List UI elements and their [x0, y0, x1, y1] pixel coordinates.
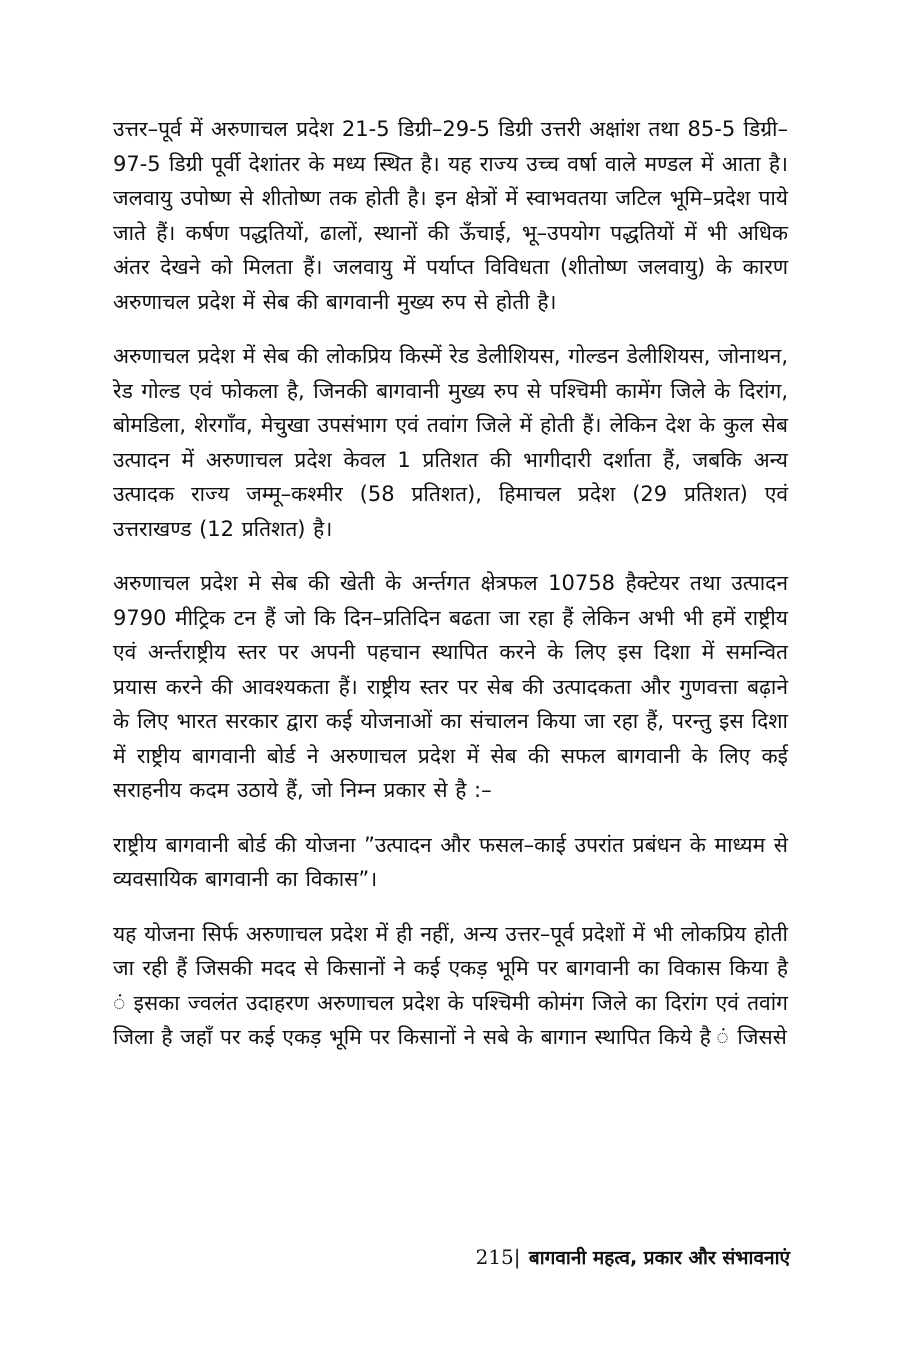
- page-footer: [476, 1244, 790, 1270]
- footer-separator: |: [513, 1245, 521, 1269]
- paragraph-production: अरुणाचल प्रदेश मे सेब की खेती के अर्न्तगत क्षेत्रफल 10758 हैक्टेयर तथा उत्पादन 9790 मीट्रिक टन हैं जो कि दिन–प्रतिदिन बढता जा रहा हैं लेकिन अभी भी हमें राष्ट्रीय एवं अर्न्तराष्ट्रीय स्तर पर अपनी पहचान स्थापित करने के लिए इस दिशा में समन्वित प्रयास करने की आवश्यकता हैं। राष्ट्रीय स्तर पर सेब की उत्पादकता और गुणवत्ता बढ़ाने के लिए भारत सरकार द्वारा कई योजनाओं का संचालन किया जा रहा हैं, परन्तु इस दिशा में राष्ट्रीय बागवानी बोर्ड ने अरुणाचल प्रदेश में सेब की सफल बागवानी के लिए कई सराहनीय कदम उठाये हैं, जो निम्न प्रकार से है :–: [113, 571, 788, 802]
- paragraph-varieties: अरुणाचल प्रदेश में सेब की लोकप्रिय किस्में रेड डेलीशियस, गोल्डन डेलीशियस, जोनाथन, रेड गोल्ड एवं फोकला है, जिनकी बागवानी मुख्य रुप से पश्चिमी कामेंग जिले के दिरांग, बोमडिला, शेरगाँव, मेचुखा उपसंभाग एवं तवांग जिले में होती हैं। लेकिन देश के कुल सेब उत्पादन में अरुणाचल प्रदेश केवल 1 प्रतिशत की भागीदारी दर्शाता हैं, जबकि अन्य उत्पादक राज्य जम्मू–कश्मीर (58 प्रतिशत), हिमाचल प्रदेश (29 प्रतिशत) एवं उत्तराखण्ड (12 प्रतिशत) है।: [113, 344, 788, 541]
- body-text: [113, 112, 788, 1075]
- paragraph-scheme: राष्ट्रीय बागवानी बोर्ड की योजना ”उत्पादन और फसल–काई उपरांत प्रबंधन के माध्यम से व्यवसायिक बागवानी का विकास”।: [113, 832, 788, 891]
- paragraph-popularity: यह योजना सिर्फ अरुणाचल प्रदेश में ही नहीं, अन्य उत्तर–पूर्व प्रदेशों में भी लोकप्रिय होती जा रही हैं जिसकी मदद से किसानों ने कई एकड़ भूमि पर बागवानी का विकास किया है ं इसका ज्वलंत उदाहरण अरुणाचल प्रदेश के पश्चिमी कोमंग जिले का दिरांग एवं तवांग जिला है जहाँ पर कई एकड़ भूमि पर किसानों ने सबे के बागान स्थापित किये है ं जिससे: [113, 921, 788, 1049]
- page-number: 215: [475, 1245, 514, 1269]
- book-title: बागवानी महत्व, प्रकार और संभावनाएं: [528, 1247, 790, 1269]
- paragraph-climate: उत्तर–पूर्व में अरुणाचल प्रदेश 21-5 डिग्री–29-5 डिग्री उत्तरी अक्षांश तथा 85-5 डिग्री–97-5 डिग्री पूर्वी देशांतर के मध्य स्थित है। यह राज्य उच्च वर्षा वाले मण्डल में आता है। जलवायु उपोष्ण से शीतोष्ण तक होती है। इन क्षेत्रों में स्वाभवतया जटिल भूमि–प्रदेश पाये जाते हैं। कर्षण पद्धतियों, ढालों, स्थानों की ऊँचाई, भू–उपयोग पद्धतियों में भी अधिक अंतर देखने को मिलता हैं। जलवायु में पर्याप्त विविधता (शीतोष्ण जलवायु) के कारण अरुणाचल प्रदेश में सेब की बागवानी मुख्य रुप से होती है।: [113, 117, 788, 314]
